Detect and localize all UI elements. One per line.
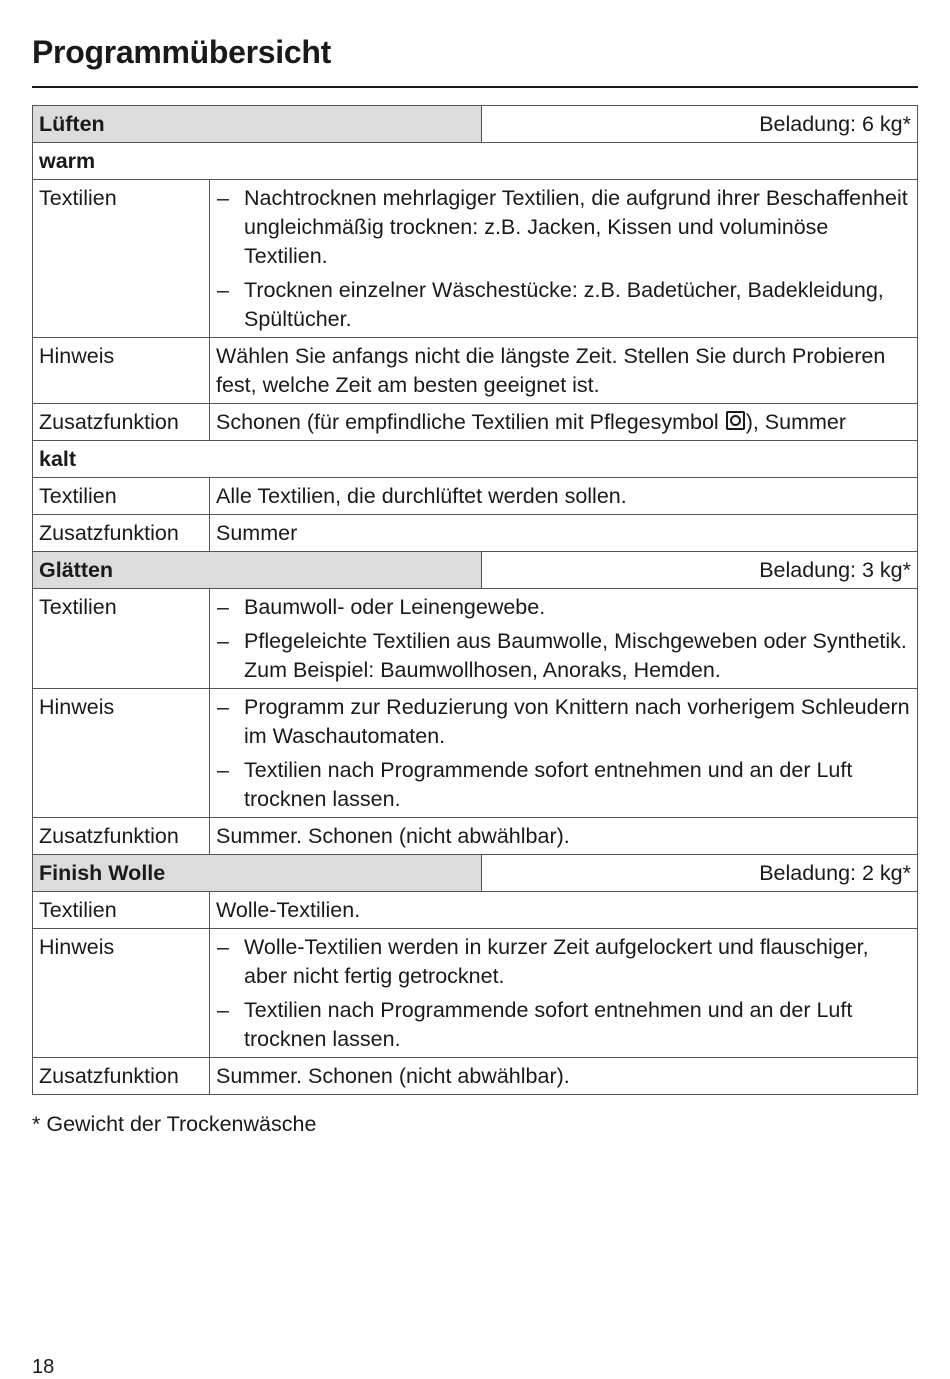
- row-label: Hinweis: [33, 338, 210, 404]
- list-item: – Textilien nach Programmende sofort entnehmen und an der Luft trocknen lassen.: [216, 756, 911, 814]
- row-content: [210, 404, 918, 441]
- row-label: Textilien: [33, 892, 210, 929]
- row-content: [210, 689, 918, 818]
- section-name: Lüften: [33, 106, 482, 143]
- row-text: Summer. Schonen (nicht abwählbar).: [210, 818, 918, 855]
- row-text: Alle Textilien, die durchlüftet werden sollen.: [210, 478, 918, 515]
- table-row: [33, 589, 918, 689]
- subsection-header-kalt: [33, 441, 918, 478]
- table-row: [33, 180, 918, 338]
- table-row: [33, 1058, 918, 1095]
- footnote: * Gewicht der Trockenwäsche: [32, 1112, 317, 1136]
- row-label: Zusatzfunktion: [33, 404, 210, 441]
- table-row: [33, 929, 918, 1058]
- list-item: – Programm zur Reduzierung von Knittern nach vorherigem Schleudern im Waschautomaten.: [216, 693, 911, 751]
- list-item: – Textilien nach Programmende sofort entnehmen und an der Luft trocknen lassen.: [216, 996, 911, 1054]
- row-label: Textilien: [33, 589, 210, 689]
- page-title: Programmübersicht: [32, 34, 331, 70]
- section-header-glaetten: [33, 552, 918, 589]
- section-header-lueften: [33, 106, 918, 143]
- load-value: Beladung: 6 kg*: [482, 106, 918, 143]
- row-label: Zusatzfunktion: [33, 1058, 210, 1095]
- row-content: [210, 589, 918, 689]
- bullet-list: [216, 693, 911, 814]
- list-item: – Pflegeleichte Textilien aus Baumwolle, Mischgeweben oder Synthetik. Zum Beispiel: Baumwollhosen, Anoraks, Hemden.: [216, 627, 911, 685]
- list-item: – Wolle-Textilien werden in kurzer Zeit aufgelockert und flauschiger, aber nicht fertig getrocknet.: [216, 933, 911, 991]
- list-item: – Baumwoll- oder Leinengewebe.: [216, 593, 911, 622]
- row-label: Zusatzfunktion: [33, 818, 210, 855]
- list-item: – Nachtrocknen mehrlagiger Textilien, die aufgrund ihrer Beschaffenheit ungleichmäßig trocknen: z.B. Jacken, Kissen und voluminöse Textilien.: [216, 184, 911, 271]
- title-divider: [32, 86, 918, 88]
- bullet-list: [216, 184, 911, 334]
- subsection-header-warm: [33, 143, 918, 180]
- section-name: Glätten: [33, 552, 482, 589]
- program-table: [32, 105, 918, 1095]
- table-row: [33, 478, 918, 515]
- page-number: 18: [32, 1356, 55, 1378]
- row-text: Wählen Sie anfangs nicht die längste Zeit. Stellen Sie durch Probieren fest, welche Zeit am besten geeignet ist.: [210, 338, 918, 404]
- load-value: Beladung: 3 kg*: [482, 552, 918, 589]
- table-row: [33, 338, 918, 404]
- row-label: Textilien: [33, 180, 210, 338]
- bullet-list: [216, 593, 911, 685]
- table-row: [33, 515, 918, 552]
- list-item: – Trocknen einzelner Wäschestücke: z.B. Badetücher, Badekleidung, Spültücher.: [216, 276, 911, 334]
- row-text: Summer. Schonen (nicht abwählbar).: [210, 1058, 918, 1095]
- row-label: Textilien: [33, 478, 210, 515]
- row-text: ), Summer: [745, 410, 847, 434]
- tumble-dry-care-symbol-icon: [726, 411, 745, 430]
- row-content: [210, 180, 918, 338]
- row-text: Summer: [210, 515, 918, 552]
- row-label: Hinweis: [33, 929, 210, 1058]
- row-text: Wolle-Textilien.: [210, 892, 918, 929]
- table-row: [33, 818, 918, 855]
- load-value: Beladung: 2 kg*: [482, 855, 918, 892]
- row-label: Zusatzfunktion: [33, 515, 210, 552]
- bullet-list: [216, 933, 911, 1054]
- table-row: [33, 892, 918, 929]
- row-text: Schonen (für empfindliche Textilien mit Pflegesymbol: [216, 410, 725, 434]
- table-row: [33, 689, 918, 818]
- section-header-finish-wolle: [33, 855, 918, 892]
- table-row: [33, 404, 918, 441]
- row-label: Hinweis: [33, 689, 210, 818]
- section-name: Finish Wolle: [33, 855, 482, 892]
- subsection-name: kalt: [33, 441, 918, 478]
- subsection-name: warm: [33, 143, 918, 180]
- row-content: [210, 929, 918, 1058]
